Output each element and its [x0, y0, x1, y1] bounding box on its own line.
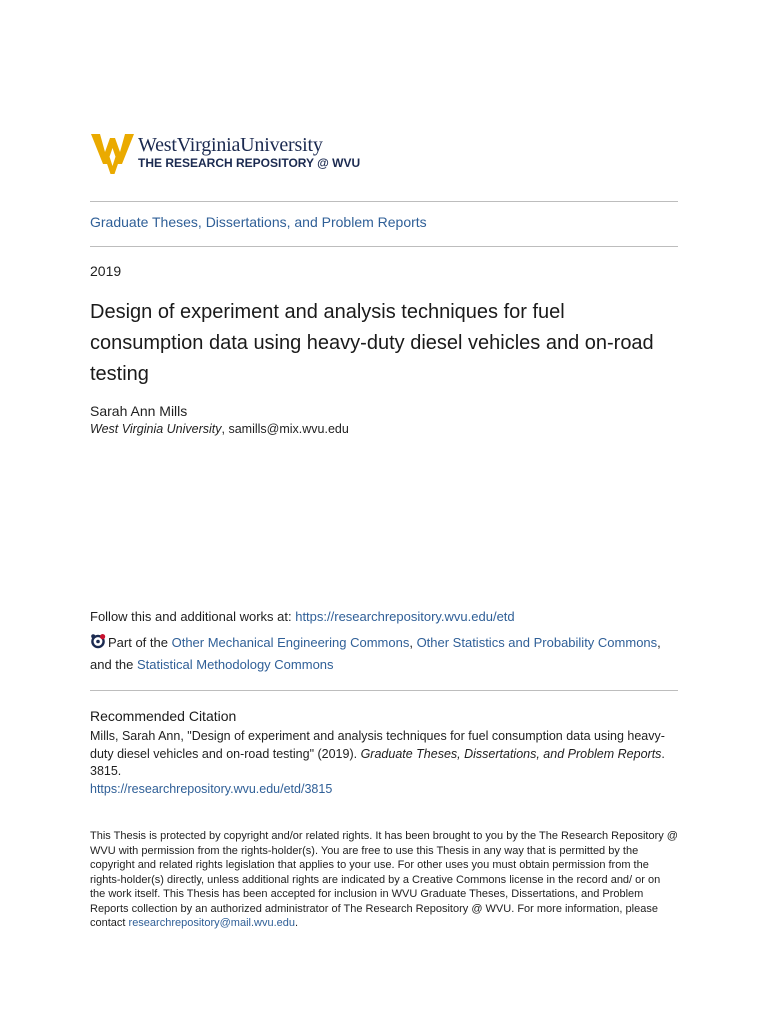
- author-institution: West Virginia University: [90, 422, 222, 436]
- citation-text: Mills, Sarah Ann, "Design of experiment and analysis techniques for fuel consumption data using heavy-duty diesel vehicles and on-road testing" (2019).: [90, 729, 665, 761]
- document-title: Design of experiment and analysis techniques for fuel consumption data using heavy-duty diesel vehicles and on-road testing: [90, 301, 654, 385]
- citation-link[interactable]: https://researchrepository.wvu.edu/etd/3815: [90, 781, 333, 796]
- part-of-sep1: ,: [409, 635, 417, 650]
- recommended-citation: [90, 728, 678, 798]
- notice-end: .: [295, 917, 299, 929]
- recommended-citation-heading: Recommended Citation: [90, 708, 237, 724]
- part-of-sep2: , and the: [90, 635, 661, 672]
- series-link[interactable]: Graduate Theses, Dissertations, and Problem Reports: [90, 214, 427, 230]
- publication-year: 2019: [90, 263, 122, 279]
- commons-link-mechanical[interactable]: Other Mechanical Engineering Commons: [171, 635, 410, 650]
- repository-name: THE RESEARCH REPOSITORY @ WVU: [138, 156, 361, 170]
- contact-email-link[interactable]: researchrepository@mail.wvu.edu: [128, 917, 295, 929]
- author-email: , samills@mix.wvu.edu: [221, 422, 349, 436]
- commons-link-statistics[interactable]: Other Statistics and Probability Commons: [416, 635, 658, 650]
- divider: [90, 201, 678, 202]
- follow-line: [90, 609, 515, 624]
- university-name: WestVirginiaUniversity: [138, 134, 323, 156]
- wvu-flying-wv-logo-icon: [91, 130, 137, 176]
- divider: [90, 690, 678, 691]
- citation-series: Graduate Theses, Dissertations, and Problem Reports: [360, 746, 662, 761]
- copyright-notice: [90, 829, 678, 931]
- part-of-line: [90, 632, 680, 676]
- follow-prefix: Follow this and additional works at:: [90, 609, 296, 624]
- commons-link-methodology[interactable]: Statistical Methodology Commons: [137, 657, 334, 672]
- author-affiliation: [90, 422, 349, 436]
- divider: [90, 246, 678, 247]
- part-of-prefix: Part of the: [108, 635, 172, 650]
- follow-link[interactable]: https://researchrepository.wvu.edu/etd: [295, 609, 515, 624]
- network-commons-icon: [90, 633, 106, 649]
- wvu-logo[interactable]: [91, 128, 371, 180]
- citation-number: . 3815.: [90, 746, 665, 778]
- notice-text: This Thesis is protected by copyright and/or related rights. It has been brought to you by the The Research Repository @ WVU with permission from the rights-holder(s). You are free to use this Thesis in any way that is permitted by the copyright and related rights legislation that applies to your use. For other uses you must obtain permission from the rights-holder(s) directly, unless additional rights are indicated by a Creative Commons license in the record and/ or on the work itself. This Thesis has been accepted for inclusion in WVU Graduate Theses, Dissertations, and Problem Reports collection by an authorized administrator of The Research Repository @ WVU. For more information, please contact: [90, 830, 678, 929]
- author-name: Sarah Ann Mills: [90, 403, 188, 419]
